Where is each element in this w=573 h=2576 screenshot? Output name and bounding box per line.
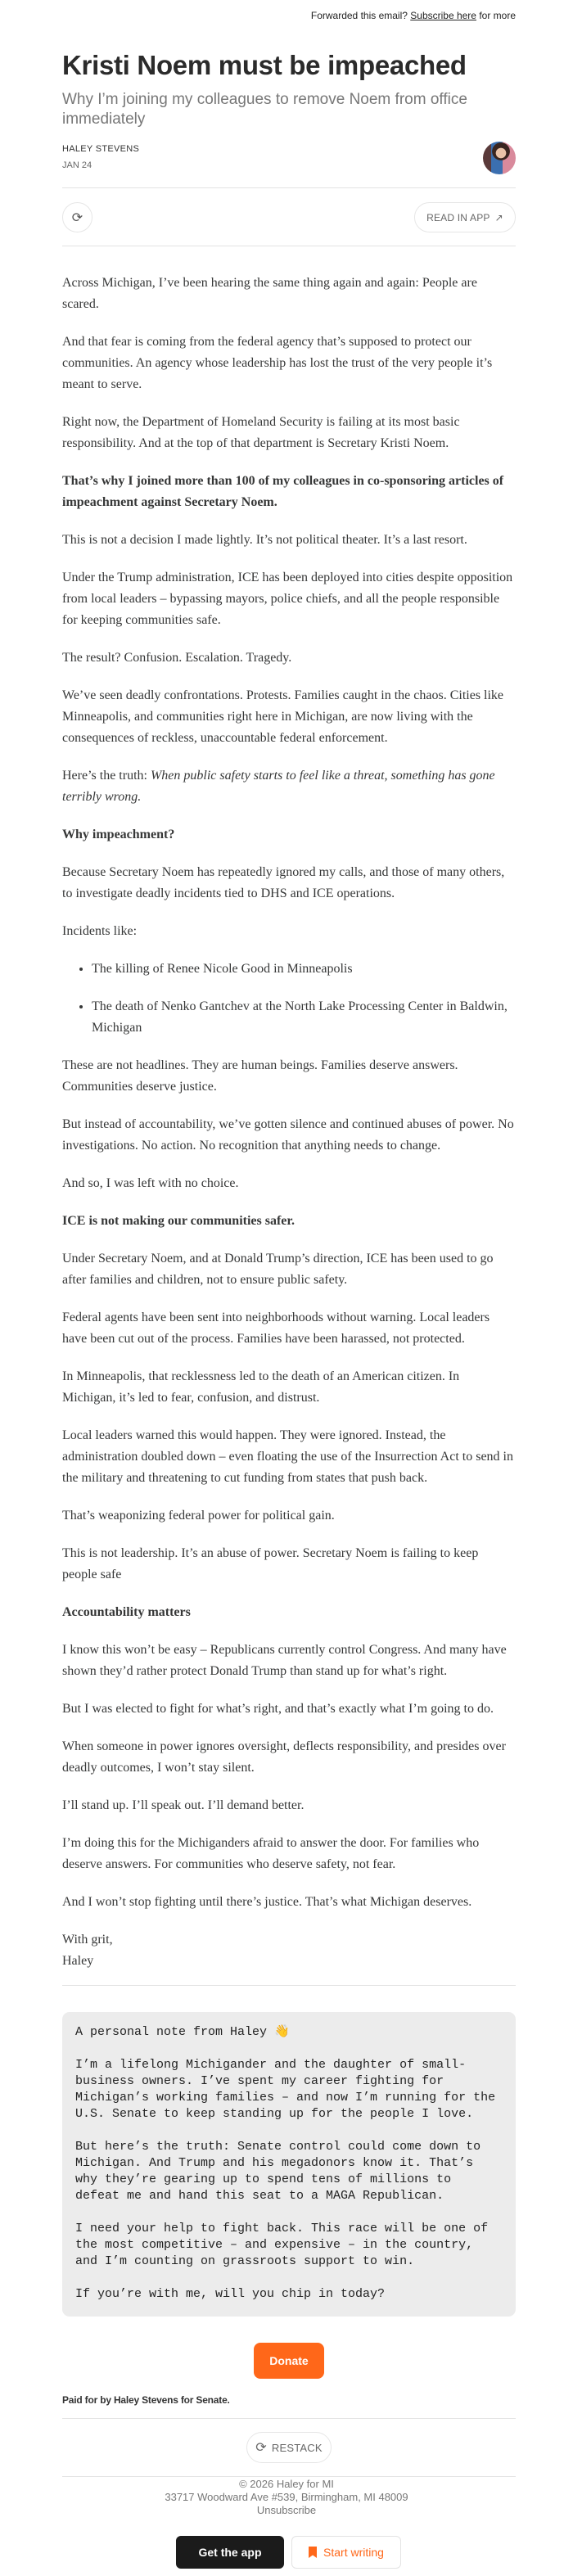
arrow-up-right-icon: ↗ — [494, 211, 503, 223]
note-heading: A personal note from Haley 👋 — [75, 2025, 290, 2039]
post-date: JAN 24 — [62, 160, 92, 170]
body-heading — [62, 824, 516, 846]
read-in-app-button[interactable] — [414, 202, 516, 232]
unsubscribe-link[interactable]: Unsubscribe — [256, 2504, 317, 2516]
footer-address: 33717 Woodward Ave #539, Birmingham, MI 48009 — [165, 2491, 408, 2503]
incident-list — [62, 959, 516, 1039]
donate-button[interactable]: Donate — [254, 2343, 324, 2379]
note-paragraph: But here’s the truth: Senate control could come down to Michigan. And Trump and his megadonors know it. That’s why they’re gearing up to spend tens of millions to defeat me and hand this seat to a MAGA Republican. — [75, 2140, 489, 2203]
bold-text: That’s why I joined more than 100 of my colleagues in co-sponsoring articles of impeachment against Secretary Noem. — [62, 474, 504, 509]
list-item: • The death of Nenko Gantchev at the North Lake Processing Center in Baldwin, Michigan — [92, 996, 516, 1039]
body-paragraph: This is not leadership. It’s an abuse of power. Secretary Noem is failing to keep people safe — [62, 1546, 479, 1581]
start-writing-button[interactable] — [291, 2536, 401, 2569]
body-paragraph: This is not a decision I made lightly. It’s not political theater. It’s a last resort. — [62, 533, 467, 547]
body-paragraph: Local leaders warned this would happen. They were ignored. Instead, the administration doubled down – even floating the use of the Insurrection Act to send in the military and threatening to cut funding from states that push back. — [62, 1428, 513, 1485]
list-item: • The killing of Renee Nicole Good in Minneapolis — [92, 959, 516, 980]
forwarded-text: Forwarded this email? — [310, 10, 411, 21]
body-paragraph: But instead of accountability, we’ve gotten silence and continued abuses of power. No investigations. No action. No recognition that anything needs to change. — [62, 1117, 514, 1153]
body-paragraph: But I was elected to fight for what’s right, and that’s exactly what I’m going to do. — [62, 1702, 494, 1716]
body-paragraph: Right now, the Department of Homeland Security is failing at its most basic responsibility. And at the top of that department is Secretary Kristi Noem. — [62, 415, 460, 450]
body-paragraph: These are not headlines. They are human beings. Families deserve answers. Communities deserve justice. — [62, 1058, 458, 1094]
restack-button[interactable] — [62, 202, 92, 232]
restack-footer-button[interactable] — [246, 2432, 332, 2463]
divider — [62, 2418, 516, 2419]
restack-icon: ⟳ — [255, 2441, 267, 2455]
body-paragraph: Under Secretary Noem, and at Donald Trump’s direction, ICE has been used to go after families and children, not to ensure public safety. — [62, 1252, 494, 1287]
bold-text: Why impeachment? — [62, 828, 175, 841]
body-paragraph: Across Michigan, I’ve been hearing the same thing again and again: People are scared. — [62, 276, 477, 311]
body-paragraph: Because Secretary Noem has repeatedly ignored my calls, and those of many others, to investigate deadly incidents tied to DHS and ICE operations. — [62, 865, 505, 900]
start-writing-label: Start writing — [323, 2546, 384, 2559]
restack-label: RESTACK — [271, 2441, 323, 2454]
post-title: Kristi Noem must be impeached — [62, 50, 467, 80]
bold-text: Accountability matters — [62, 1605, 191, 1619]
body-paragraph: And I won’t stop fighting until there’s justice. That’s what Michigan deserves. — [62, 1895, 472, 1909]
body-heading — [62, 471, 516, 513]
divider — [62, 2476, 516, 2477]
body-paragraph: Federal agents have been sent into neighborhoods without warning. Local leaders have been cut out of the process. Families have been harassed, not protected. — [62, 1311, 490, 1346]
note-paragraph: I’m a lifelong Michigander and the daughter of small-business owners. I’ve spent my career fighting for Michigan’s working families – and now I’m running for the U.S. Senate to keep standing up for the people I love. — [75, 2058, 503, 2121]
body-paragraph: I’ll stand up. I’ll speak out. I’ll demand better. — [62, 1798, 305, 1812]
body-heading — [62, 1602, 516, 1623]
body-paragraph: Under the Trump administration, ICE has been deployed into cities despite opposition from local leaders – bypassing mayors, police chiefs, and all the people responsible for keeping communities safe. — [62, 571, 513, 627]
footer-copyright: © 2026 Haley for MI — [239, 2478, 334, 2490]
forwarded-suffix: for more — [476, 10, 516, 21]
read-in-app-label: READ IN APP — [426, 211, 490, 223]
divider — [62, 1985, 516, 1986]
italic-text: When public safety starts to feel like a threat, something has gone terribly wrong. — [62, 769, 495, 804]
body-paragraph: And that fear is coming from the federal agency that’s supposed to protect our communities. An agency whose leadership has lost the trust of the very people it’s meant to serve. — [62, 335, 493, 391]
body-heading — [62, 1211, 516, 1232]
signature — [62, 1929, 516, 1972]
signature-line: Haley — [62, 1954, 94, 1968]
post-body — [62, 273, 516, 1972]
body-paragraph: We’ve seen deadly confrontations. Protests. Families caught in the chaos. Cities like Minneapolis, and communities right here in Michigan, are now living with the consequences of reckless, unaccountable federal enforcement. — [62, 688, 504, 745]
author-avatar[interactable] — [483, 142, 516, 174]
footer — [0, 2478, 573, 2517]
body-paragraph: When someone in power ignores oversight, deflects responsibility, and presides over deadly outcomes, I won’t stay silent. — [62, 1739, 506, 1775]
forwarded-banner — [311, 10, 516, 21]
divider — [62, 187, 516, 188]
bold-text: ICE is not making our communities safer. — [62, 1214, 296, 1228]
author-name[interactable]: HALEY STEVENS — [62, 144, 140, 154]
paid-for-disclaimer: Paid for by Haley Stevens for Senate. — [62, 2394, 230, 2406]
body-paragraph: I know this won’t be easy – Republicans currently control Congress. And many have shown they’d rather protect Donald Trump than stand up for what’s right. — [62, 1643, 507, 1678]
body-paragraph: Incidents like: — [62, 924, 138, 938]
post-subtitle: Why I’m joining my colleagues to remove Noem from office immediately — [62, 91, 467, 128]
body-paragraph: That’s weaponizing federal power for political gain. — [62, 1509, 335, 1523]
paragraph-lead: Here’s the truth: — [62, 769, 151, 783]
bookmark-icon — [309, 2547, 317, 2558]
get-the-app-button[interactable]: Get the app — [176, 2536, 284, 2569]
note-paragraph: I need your help to fight back. This race will be one of the most competitive – and expensive – in the country, and I’m counting on grassroots support to win. — [75, 2222, 496, 2268]
body-paragraph — [62, 765, 516, 808]
body-paragraph: In Minneapolis, that recklessness led to the death of an American citizen. In Michigan, it’s led to fear, confusion, and distrust. — [62, 1369, 460, 1405]
body-paragraph: I’m doing this for the Michiganders afraid to answer the door. For families who deserve answers. For communities who deserve safety, not fear. — [62, 1836, 480, 1871]
body-paragraph: The result? Confusion. Escalation. Tragedy. — [62, 651, 292, 665]
subscribe-link[interactable]: Subscribe here — [410, 10, 476, 21]
personal-note-box — [62, 2012, 516, 2317]
restack-icon: ⟳ — [71, 210, 83, 225]
note-paragraph: If you’re with me, will you chip in today? — [75, 2287, 386, 2301]
body-paragraph: And so, I was left with no choice. — [62, 1176, 239, 1190]
signature-line: With grit, — [62, 1933, 113, 1947]
